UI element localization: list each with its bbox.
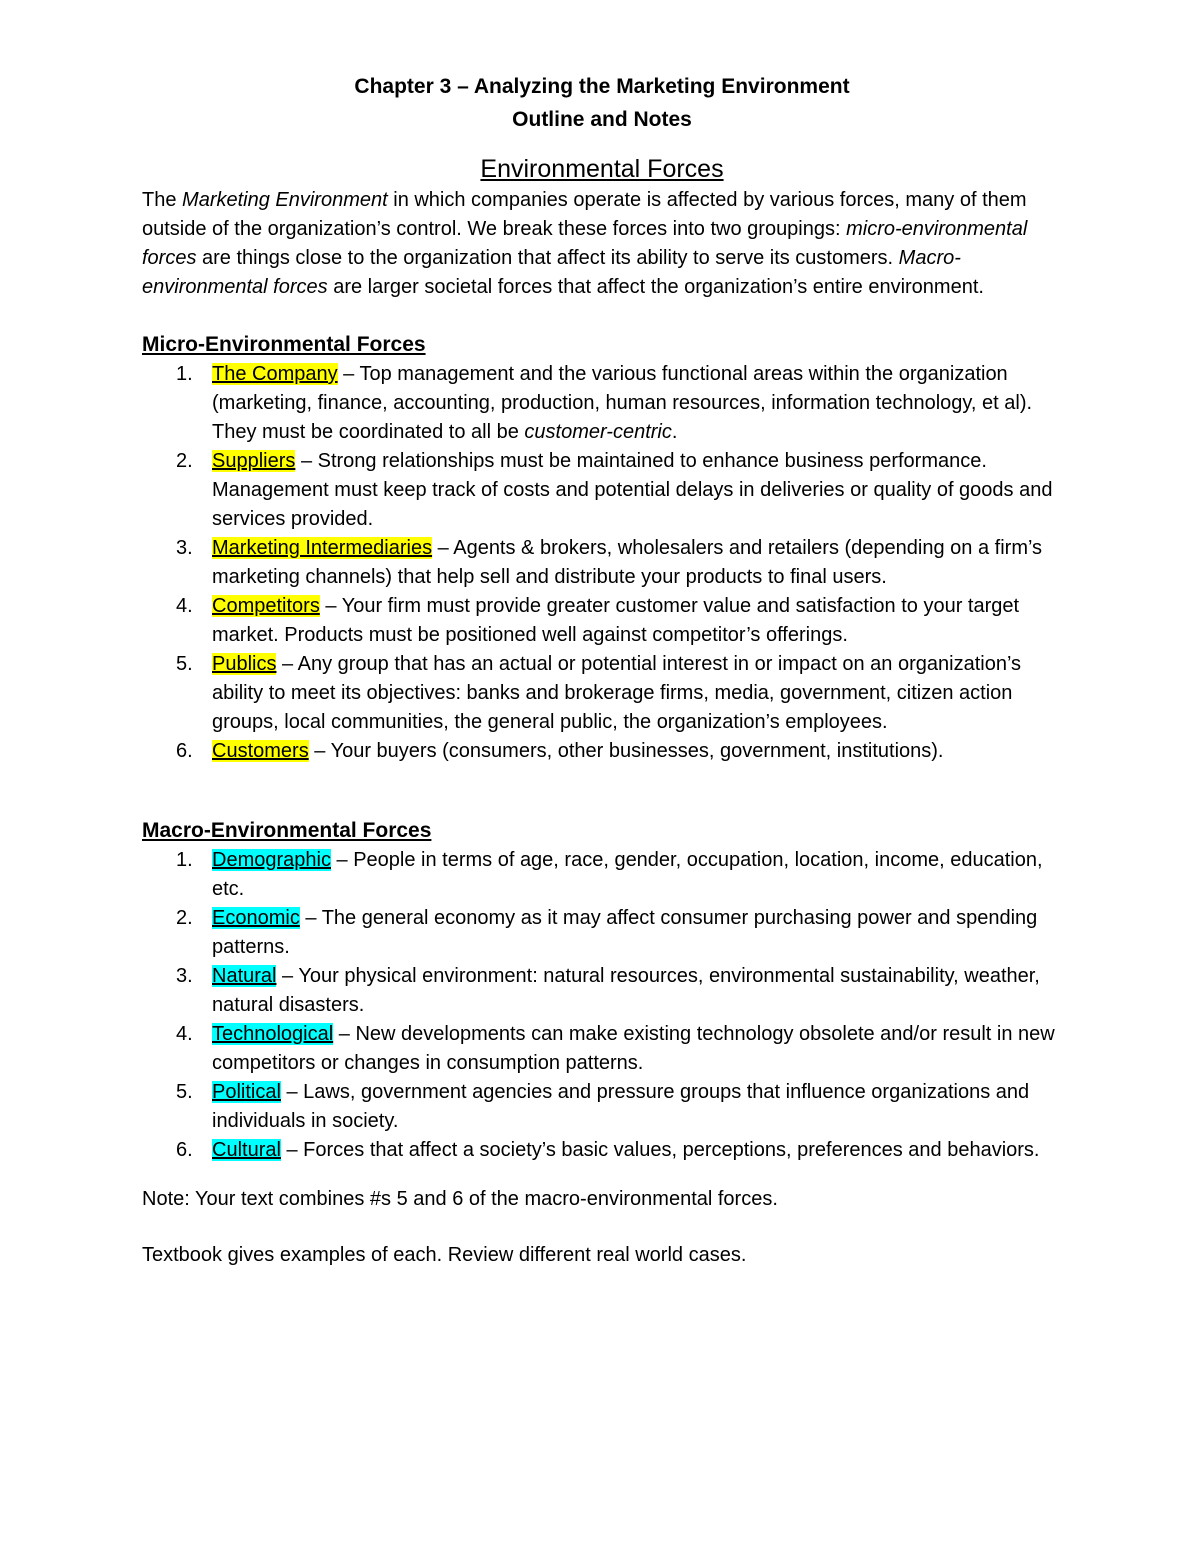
list-item: [142, 962, 1062, 1020]
list-item: [142, 534, 1062, 592]
item-number: 4.: [176, 1023, 193, 1045]
intro-term: Marketing Environment: [182, 189, 388, 211]
chapter-title: Chapter 3 – Analyzing the Marketing Environment: [354, 75, 850, 98]
force-term: Publics: [212, 653, 277, 675]
description-text: – Top management and the various functional areas within the organization (marketing, finance, accounting, production, human resources, information technology, et al). They must be coordinated to all be: [212, 363, 1033, 443]
intro-term: micro-environmental forces: [142, 218, 1028, 269]
item-number: 1.: [176, 849, 193, 871]
force-term: Suppliers: [212, 450, 296, 472]
force-term: Political: [212, 1081, 281, 1103]
force-term: Natural: [212, 965, 277, 987]
note-combined-forces: Note: Your text combines #s 5 and 6 of the macro-environmental forces.: [142, 1188, 778, 1210]
note-textbook-examples: Textbook gives examples of each. Review different real world cases.: [142, 1244, 747, 1266]
force-term: Competitors: [212, 595, 320, 617]
list-item: [142, 1136, 1062, 1165]
force-description: – The general economy as it may affect consumer purchasing power and spending patterns.: [212, 907, 1038, 958]
item-number: 1.: [176, 363, 193, 385]
list-item: [142, 737, 1062, 766]
intro-text: are larger societal forces that affect the organization’s entire environment.: [327, 276, 984, 298]
list-item: [142, 447, 1062, 534]
list-item: [142, 846, 1062, 904]
force-description: – Any group that has an actual or potential interest in or impact on an organization’s ability to meet its objectives: banks and brokerage firms, media, government, citizen action groups, local communities, the general public, the organization’s employees.: [212, 653, 1022, 733]
list-item: [142, 1020, 1062, 1078]
item-number: 6.: [176, 740, 193, 762]
item-number: 4.: [176, 595, 193, 617]
intro-text: are things close to the organization that affect its ability to serve its customers.: [196, 247, 899, 269]
chapter-subtitle: Outline and Notes: [512, 108, 692, 131]
force-term: Customers: [212, 740, 309, 762]
force-description: – Agents & brokers, wholesalers and retailers (depending on a firm’s marketing channels) that help sell and distribute your products to final users.: [212, 537, 1043, 588]
force-description: – People in terms of age, race, gender, occupation, location, income, education, etc.: [212, 849, 1043, 900]
macro-forces-list: [142, 846, 1062, 1165]
force-description: – New developments can make existing technology obsolete and/or result in new competitors or changes in consumption patterns.: [212, 1023, 1055, 1074]
item-number: 5.: [176, 1081, 193, 1103]
force-description: – Laws, government agencies and pressure groups that influence organizations and individuals in society.: [212, 1081, 1030, 1132]
intro-text: in which companies operate is affected by various forces, many of them outside of the organization’s control. We break these forces into two groupings:: [142, 189, 1027, 240]
macro-heading: Macro-Environmental Forces: [142, 819, 432, 842]
force-description: – Your firm must provide greater customer value and satisfaction to your target market. Products must be positioned well against competitor’s offerings.: [212, 595, 1020, 646]
force-term: Technological: [212, 1023, 334, 1045]
force-term: Cultural: [212, 1139, 281, 1161]
list-item: [142, 650, 1062, 737]
list-item: [142, 904, 1062, 962]
force-term: The Company: [212, 363, 338, 385]
force-description: – Forces that affect a society’s basic values, perceptions, preferences and behaviors.: [280, 1139, 1040, 1161]
micro-heading: Micro-Environmental Forces: [142, 333, 426, 356]
list-item: [142, 360, 1062, 447]
document-page: [142, 70, 1062, 1270]
force-description: – Your physical environment: natural resources, environmental sustainability, weather, natural disasters.: [212, 965, 1040, 1016]
list-item: [142, 592, 1062, 650]
micro-forces-list: [142, 360, 1062, 766]
force-term: Marketing Intermediaries: [212, 537, 433, 559]
item-number: 5.: [176, 653, 193, 675]
item-number: 3.: [176, 537, 193, 559]
intro-term: Macro-environmental forces: [142, 247, 961, 298]
force-term: Economic: [212, 907, 300, 929]
item-number: 2.: [176, 450, 193, 472]
intro-paragraph: [142, 186, 1062, 302]
item-number: 6.: [176, 1139, 193, 1161]
description-emphasis: customer-centric: [524, 421, 672, 443]
description-text: .: [671, 421, 678, 443]
force-term: Demographic: [212, 849, 331, 871]
item-number: 3.: [176, 965, 193, 987]
force-description: – Your buyers (consumers, other businesses, government, institutions).: [308, 740, 944, 762]
section-title: Environmental Forces: [480, 155, 724, 183]
intro-text: The: [142, 189, 183, 211]
list-item: [142, 1078, 1062, 1136]
item-number: 2.: [176, 907, 193, 929]
force-description: – Strong relationships must be maintained to enhance business performance. Management must keep track of costs and potential delays in deliveries or quality of goods and services provided.: [212, 450, 1053, 530]
